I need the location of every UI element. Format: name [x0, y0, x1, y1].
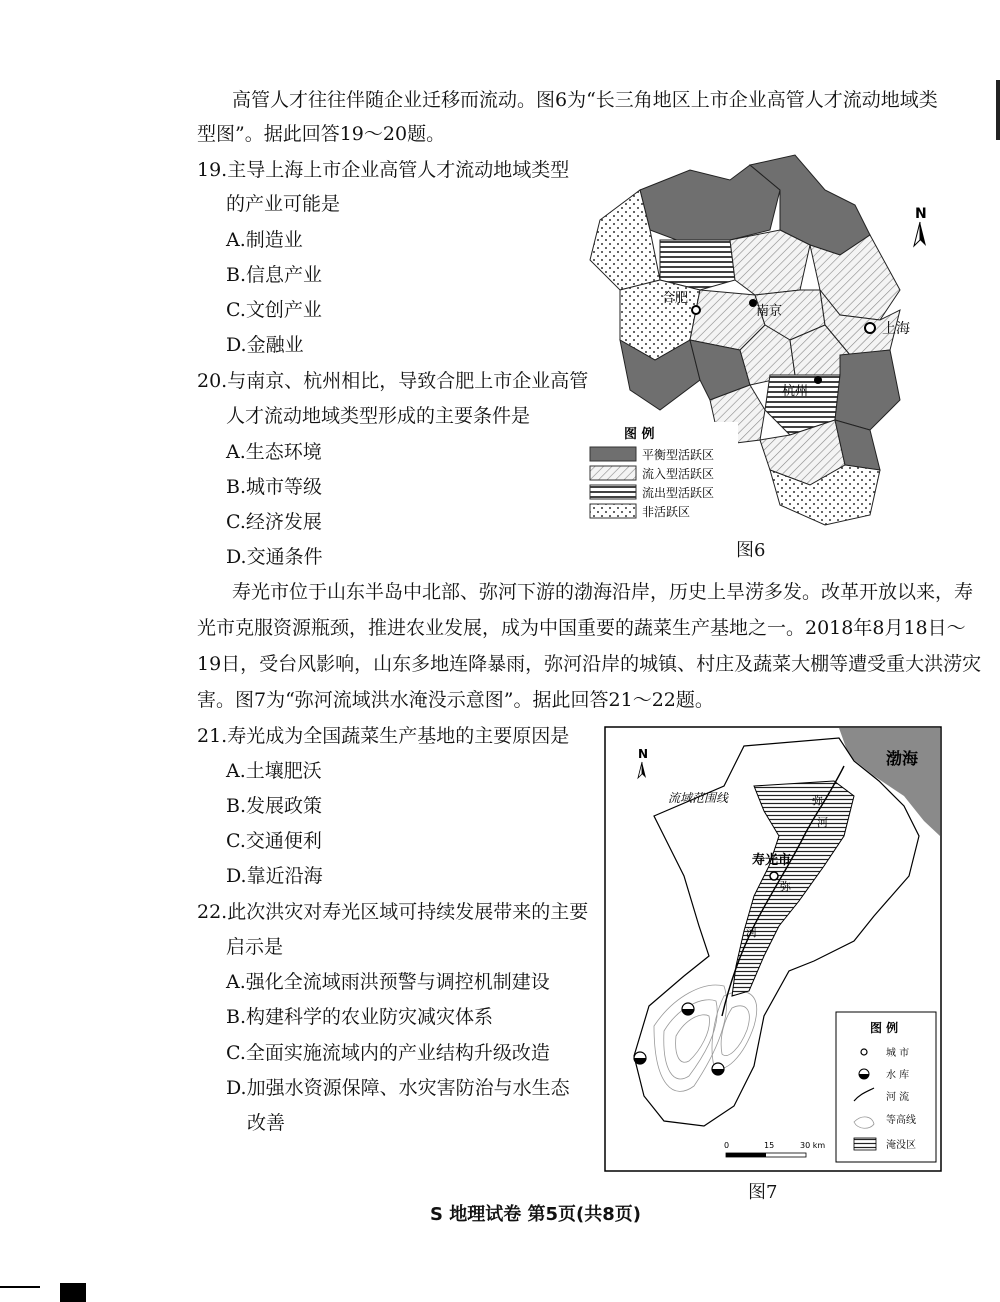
city-marker-shanghai	[865, 323, 875, 333]
intro1-line2: 型图”。据此回答19～20题。	[197, 123, 446, 145]
q22-stem-line1: 22.此次洪灾对寿光区域可持续发展带来的主要	[197, 901, 589, 923]
q21-stem: 21.寿光成为全国蔬菜生产基地的主要原因是	[197, 725, 570, 747]
sea-label: 渤海	[886, 749, 919, 768]
fig7-legend-title: 图 例	[870, 1021, 899, 1035]
q20-option-b: B.城市等级	[226, 476, 323, 498]
reservoir-icon	[712, 1063, 724, 1075]
q21-option-d: D.靠近沿海	[226, 865, 323, 887]
q19-option-d: D.金融业	[226, 334, 304, 356]
q20-stem-line2: 人才流动地域类型形成的主要条件是	[226, 405, 531, 427]
city-label-shanghai: 上海	[882, 321, 910, 337]
q22-option-a: A.强化全流域雨洪预警与调控机制建设	[226, 971, 550, 993]
q20-option-c: C.经济发展	[226, 511, 322, 533]
q21-option-c: C.交通便利	[226, 830, 322, 852]
intro2-line1: 寿光市位于山东半岛中北部、弥河下游的渤海沿岸，历史上旱涝多发。改革开放以来，寿	[232, 581, 974, 603]
north-label: N	[915, 206, 927, 222]
q20-option-d: D.交通条件	[226, 546, 323, 568]
city-marker-hefei	[692, 306, 700, 314]
intro2-line4: 害。图7为“弥河流域洪水淹没示意图”。据此回答21～22题。	[197, 689, 714, 711]
q22-option-b: B.构建科学的农业防灾减灾体系	[226, 1006, 494, 1028]
intro2-line3: 19日，受台风影响，山东多地连降暴雨，弥河沿岸的城镇、村庄及蔬菜大棚等遭受重大洪涝灾	[197, 653, 982, 675]
city-label-shouguang: 寿光市	[752, 853, 792, 868]
reservoir-icon	[634, 1052, 646, 1064]
fig7-legend-contour: 等高线	[886, 1115, 916, 1126]
fig7-legend-reservoir: 水 库	[886, 1070, 910, 1081]
q19-option-a: A.制造业	[226, 229, 303, 251]
city-label-hangzhou: 杭州	[782, 384, 809, 399]
river-char-4: 河	[746, 926, 757, 939]
scale-0: 0	[724, 1141, 730, 1150]
q20-option-a: A.生态环境	[226, 441, 322, 463]
q22-option-c: C.全面实施流域内的产业结构升级改造	[226, 1042, 550, 1064]
page-footer: S 地理试卷 第5页(共8页)	[430, 1204, 641, 1225]
q19-option-c: C.文创产业	[226, 299, 322, 321]
city-marker-shouguang	[770, 872, 778, 880]
q20-stem-line1: 20.与南京、杭州相比，导致合肥上市企业高管	[197, 370, 589, 392]
map-region	[730, 230, 810, 295]
q22-option-d-continued: 改善	[247, 1112, 286, 1134]
river-char-2: 河	[817, 816, 828, 829]
q19-stem-line2: 的产业可能是	[226, 193, 341, 215]
intro1-line1: 高管人才往往伴随企业迁移而流动。图6为“长三角地区上市企业高管人才流动地域类	[232, 89, 938, 111]
q22-stem-line2: 启示是	[226, 936, 284, 958]
fig7-north-label: N	[638, 747, 649, 761]
q19-stem-line1: 19.主导上海上市企业高管人才流动地域类型	[197, 159, 570, 181]
fig7-legend-flooded: 淹没区	[886, 1140, 916, 1151]
river-char-3: 弥	[780, 880, 791, 893]
fig7-legend-river: 河 流	[886, 1092, 910, 1103]
fig6-legend-balanced: 平衡型活跃区	[642, 448, 715, 462]
river-char-1: 弥	[812, 794, 823, 807]
map-region	[640, 165, 780, 245]
fig6-legend-inactive: 非活跃区	[642, 505, 691, 519]
q21-option-b: B.发展政策	[226, 795, 323, 817]
q21-option-a: A.土壤肥沃	[226, 760, 322, 782]
city-marker-hangzhou	[814, 376, 822, 384]
scan-edge-mark	[996, 80, 1000, 140]
fig6-legend-inflow: 流入型活跃区	[642, 467, 715, 481]
city-label-hefei: 合肥	[662, 291, 689, 306]
map-region	[835, 350, 900, 430]
scale-15: 15	[764, 1141, 775, 1150]
intro2-line2: 光市克服资源瓶颈，推进农业发展，成为中国重要的蔬菜生产基地之一。2018年8月18日～	[197, 617, 966, 639]
fig6-legend-outflow: 流出型活跃区	[642, 486, 715, 500]
fig6-legend-title: 图 例	[624, 427, 655, 442]
scale-30: 30 km	[800, 1141, 826, 1150]
scan-corner-mark	[60, 1283, 86, 1302]
figure-7-map	[604, 726, 942, 1172]
q19-option-b: B.信息产业	[226, 264, 323, 286]
north-arrow-icon	[920, 222, 926, 246]
figure-7-caption: 图7	[748, 1182, 778, 1203]
q22-option-d: D.加强水资源保障、水灾害防治与水生态	[226, 1077, 570, 1099]
figure-6-caption: 图6	[736, 540, 766, 561]
fig7-legend-city: 城 市	[886, 1048, 910, 1059]
figure-6-map	[580, 150, 940, 530]
boundary-label: 流域范围线	[668, 791, 729, 805]
reservoir-icon	[682, 1003, 694, 1015]
scan-corner-line	[0, 1286, 40, 1288]
city-label-nanjing: 南京	[756, 304, 783, 319]
